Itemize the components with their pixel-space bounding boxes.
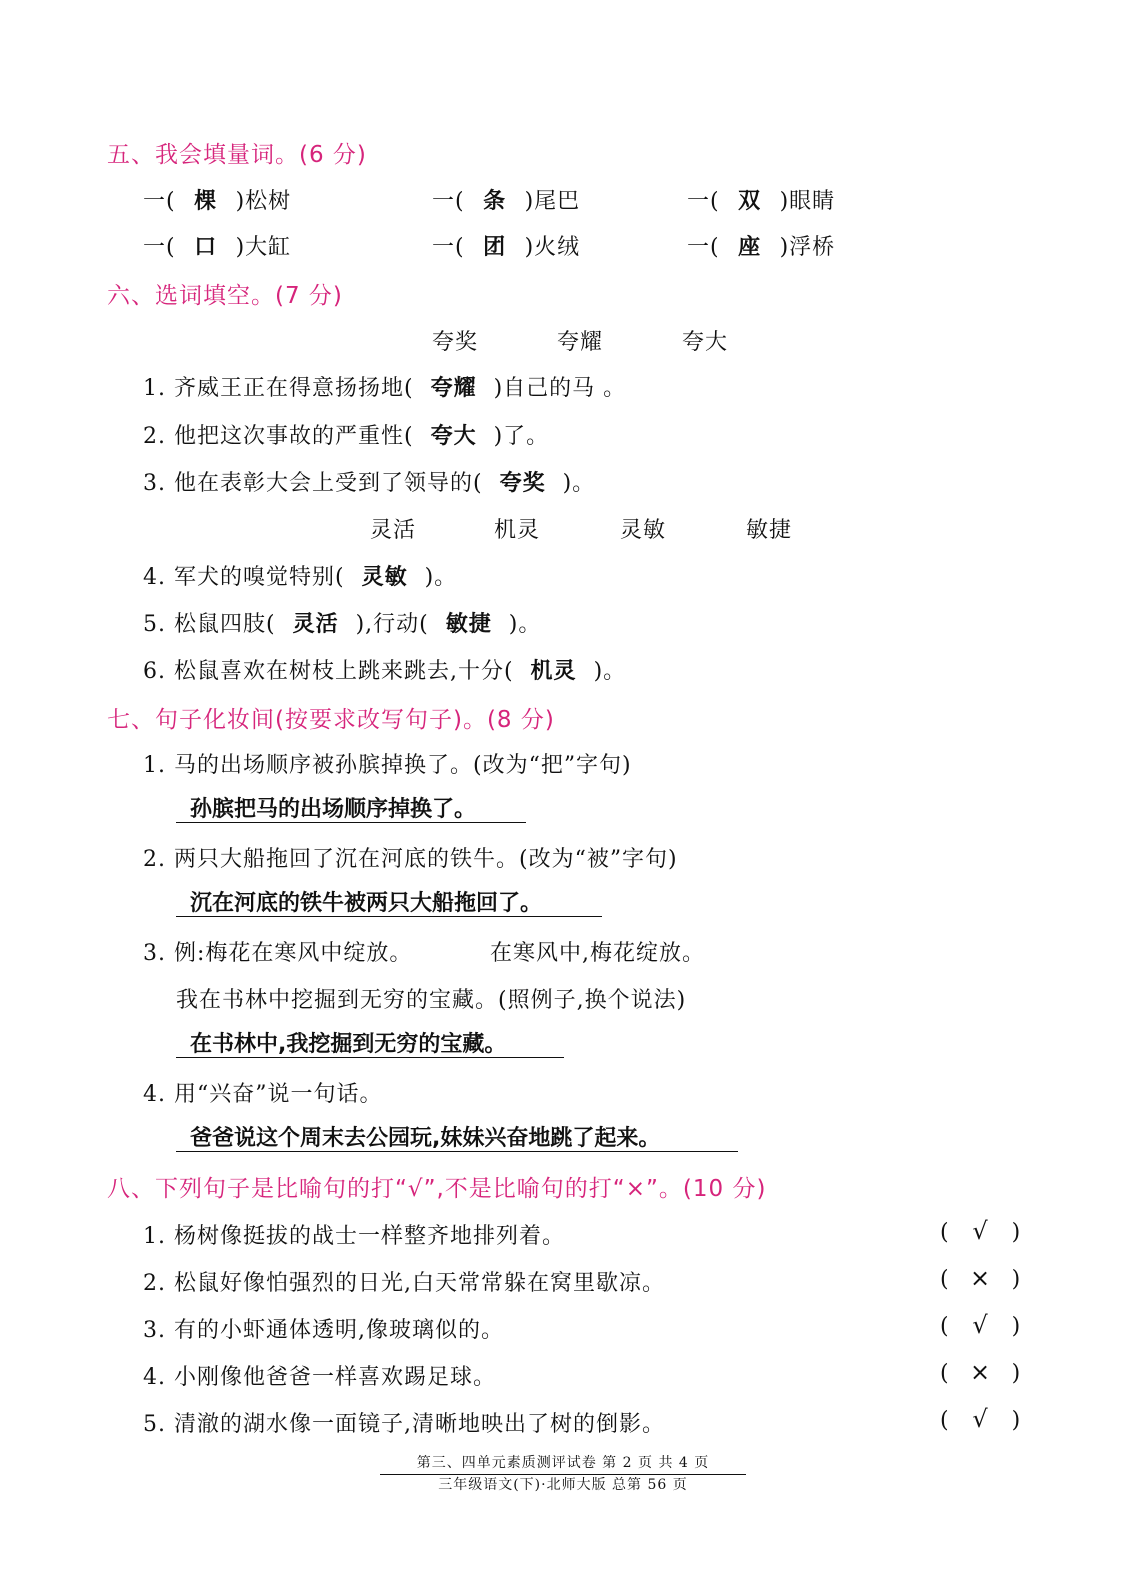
answer-mark: √ <box>972 1405 989 1433</box>
simile-item: 4. 小刚像他爸爸一样喜欢踢足球。 <box>143 1365 496 1390</box>
footer-line-2: 三年级语文(下)·北师大版 总第 56 页 <box>438 1477 688 1493</box>
answer: 条 <box>483 189 507 214</box>
answer: 在书林中,我挖掘到无穷的宝藏。 <box>190 1032 507 1057</box>
simile-item: 2. 松鼠好像怕强烈的日光,白天常常躲在窝里歇凉。 <box>143 1271 665 1296</box>
word-bank-word: 夸耀 <box>557 330 604 355</box>
answer: 双 <box>738 189 762 214</box>
answer: 机灵 <box>530 659 577 684</box>
measure-item: 一( 条 )尾巴 <box>432 184 580 215</box>
section-5-heading: 五、我会填量词。(6 分) <box>107 142 367 168</box>
answer: 团 <box>483 235 507 260</box>
measure-item: 一( 团 )火绒 <box>432 230 580 261</box>
answer: 灵敏 <box>361 565 408 590</box>
word-bank-word: 灵敏 <box>620 518 667 543</box>
word-bank-word: 机灵 <box>494 518 541 543</box>
question-6-6: 6. 松鼠喜欢在树枝上跳来跳去,十分( 机灵 )。 <box>143 654 626 685</box>
word-bank-word: 敏捷 <box>746 518 793 543</box>
section-7-heading: 七、句子化妆间(按要求改写句子)。(8 分) <box>107 707 555 733</box>
mark-box: ( √ ) <box>940 1217 1022 1245</box>
question-7-3-example: 3. 例:梅花在寒风中绽放。 <box>143 941 413 966</box>
word-bank-word: 夸大 <box>682 330 729 355</box>
word-bank-word: 夸奖 <box>432 330 479 355</box>
word-bank-word: 灵活 <box>370 518 417 543</box>
answer-mark: √ <box>972 1311 989 1339</box>
answer: 夸大 <box>430 424 477 449</box>
question-6-4: 4. 军犬的嗅觉特别( 灵敏 )。 <box>143 560 457 591</box>
answer: 夸耀 <box>430 376 477 401</box>
question-7-4: 4. 用“兴奋”说一句话。 <box>143 1082 383 1107</box>
section-8-heading: 八、下列句子是比喻句的打“√”,不是比喻句的打“×”。(10 分) <box>107 1176 767 1202</box>
answer: 口 <box>194 235 218 260</box>
measure-item: 一( 棵 )松树 <box>143 184 291 215</box>
answer: 沉在河底的铁牛被两只大船拖回了。 <box>190 891 543 916</box>
answer: 爸爸说这个周末去公园玩,妹妹兴奋地跳了起来。 <box>190 1126 661 1151</box>
answer-mark: √ <box>972 1217 989 1245</box>
answer-line <box>176 1121 738 1152</box>
question-6-2: 2. 他把这次事故的严重性( 夸大 )了。 <box>143 419 549 450</box>
question-7-3-example-rewrite: 在寒风中,梅花绽放。 <box>490 941 705 966</box>
simile-item: 3. 有的小虾通体透明,像玻璃似的。 <box>143 1318 504 1343</box>
answer-mark: × <box>970 1358 992 1386</box>
question-7-1: 1. 马的出场顺序被孙膑掉换了。(改为“把”字句) <box>143 753 632 778</box>
simile-item: 1. 杨树像挺拔的战士一样整齐地排列着。 <box>143 1224 565 1249</box>
measure-item: 一( 双 )眼睛 <box>687 184 835 215</box>
question-7-3: 我在书林中挖掘到无穷的宝藏。(照例子,换个说法) <box>176 988 687 1013</box>
question-7-2: 2. 两只大船拖回了沉在河底的铁牛。(改为“被”字句) <box>143 847 678 872</box>
mark-box: ( √ ) <box>940 1311 1022 1339</box>
answer: 棵 <box>194 189 218 214</box>
answer-line <box>176 1027 564 1058</box>
measure-item: 一( 口 )大缸 <box>143 230 291 261</box>
section-6-heading: 六、选词填空。(7 分) <box>107 283 343 309</box>
question-6-5: 5. 松鼠四肢( 灵活 ),行动( 敏捷 )。 <box>143 607 541 638</box>
answer-mark: × <box>970 1264 992 1292</box>
answer: 座 <box>738 235 762 260</box>
answer: 夸奖 <box>499 471 546 496</box>
footer-line-1: 第三、四单元素质测评试卷 第 2 页 共 4 页 <box>380 1452 746 1475</box>
answer: 孙膑把马的出场顺序掉换了。 <box>190 797 477 822</box>
answer: 敏捷 <box>445 612 492 637</box>
measure-item: 一( 座 )浮桥 <box>687 230 835 261</box>
answer-line <box>176 792 526 823</box>
mark-box: ( × ) <box>940 1358 1022 1386</box>
question-6-3: 3. 他在表彰大会上受到了领导的( 夸奖 )。 <box>143 466 595 497</box>
answer-line <box>176 886 602 917</box>
simile-item: 5. 清澈的湖水像一面镜子,清晰地映出了树的倒影。 <box>143 1412 665 1437</box>
mark-box: ( √ ) <box>940 1405 1022 1433</box>
mark-box: ( × ) <box>940 1264 1022 1292</box>
question-6-1: 1. 齐威王正在得意扬扬地( 夸耀 )自己的马 。 <box>143 371 626 402</box>
answer: 灵活 <box>292 612 339 637</box>
